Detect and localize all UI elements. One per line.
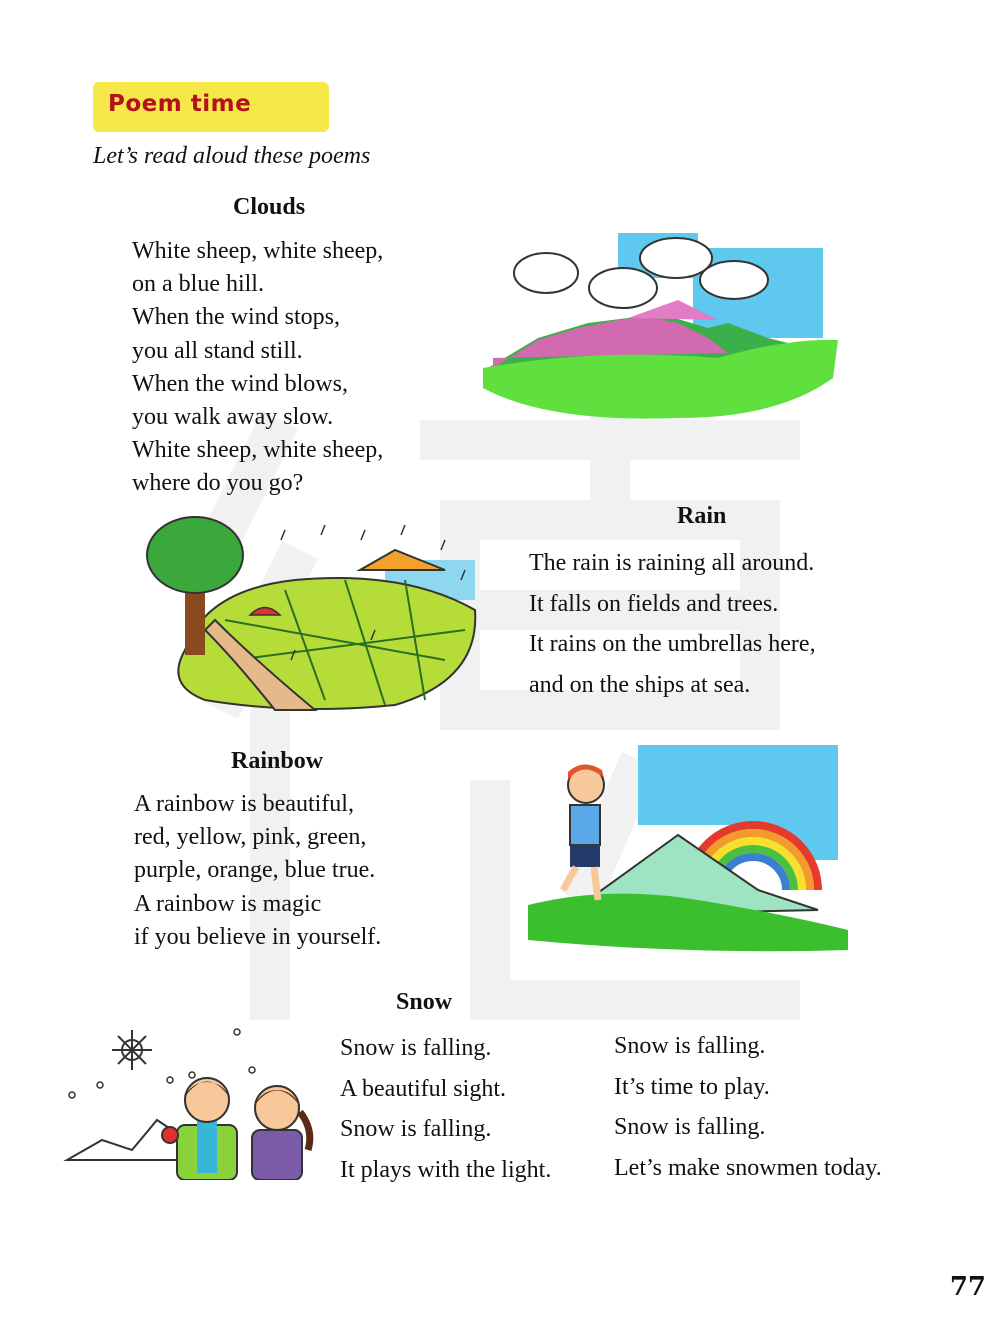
poem-line: where do you go? xyxy=(132,470,304,497)
poem-line: The rain is raining all around. xyxy=(529,550,815,576)
banner-title: Poem time xyxy=(108,91,252,117)
poem-rainbow xyxy=(134,788,381,954)
poem-line: on a blue hill. xyxy=(132,271,264,298)
poem-line: if you believe in yourself. xyxy=(134,923,382,950)
poem-line: Snow is falling. xyxy=(340,1116,492,1143)
poem-line: red, yellow, pink, green, xyxy=(134,824,367,851)
poem-line: It rains on the umbrellas here, xyxy=(529,631,816,657)
page-number: 77 xyxy=(949,1272,986,1302)
poem-line: A rainbow is magic xyxy=(134,890,322,917)
poem-line: purple, orange, blue true. xyxy=(134,857,376,884)
poem-line: Snow is falling. xyxy=(614,1033,766,1059)
poem-line: and on the ships at sea. xyxy=(529,671,751,698)
poem-line: When the wind blows, xyxy=(132,370,348,397)
poem-line: A beautiful sight. xyxy=(340,1075,506,1102)
poem-line: White sheep, white sheep, xyxy=(132,437,384,464)
poem-line: Let’s make snowmen today. xyxy=(614,1155,882,1182)
poem-line: It’s time to play. xyxy=(614,1073,770,1100)
poem-line: It falls on fields and trees. xyxy=(529,590,779,617)
poem-rain xyxy=(529,543,816,705)
poem-line: White sheep, white sheep, xyxy=(132,238,384,264)
poem-line: When the wind stops, xyxy=(132,304,340,331)
poem-line: you walk away slow. xyxy=(132,404,334,431)
poem-clouds xyxy=(132,235,383,501)
poem-title-rainbow: Rainbow xyxy=(231,748,324,774)
poem-line: Snow is falling. xyxy=(614,1114,766,1141)
poem-line: A rainbow is beautiful, xyxy=(134,791,354,817)
rain-field-illustration xyxy=(145,510,485,715)
subtitle: Let’s read aloud these poems xyxy=(93,143,371,169)
poem-title-rain: Rain xyxy=(677,503,727,529)
poem-line: It plays with the light. xyxy=(340,1157,552,1184)
poem-title-snow: Snow xyxy=(396,989,453,1015)
poem-line: you all stand still. xyxy=(132,337,303,364)
poem-snow-left xyxy=(340,1028,551,1191)
poem-title-clouds: Clouds xyxy=(233,194,306,220)
rainbow-boy-illustration xyxy=(528,740,853,955)
snow-children-illustration xyxy=(62,1020,322,1180)
poem-snow-right xyxy=(614,1026,882,1189)
poem-line: Snow is falling. xyxy=(340,1035,492,1061)
clouds-hill-illustration xyxy=(478,228,843,428)
